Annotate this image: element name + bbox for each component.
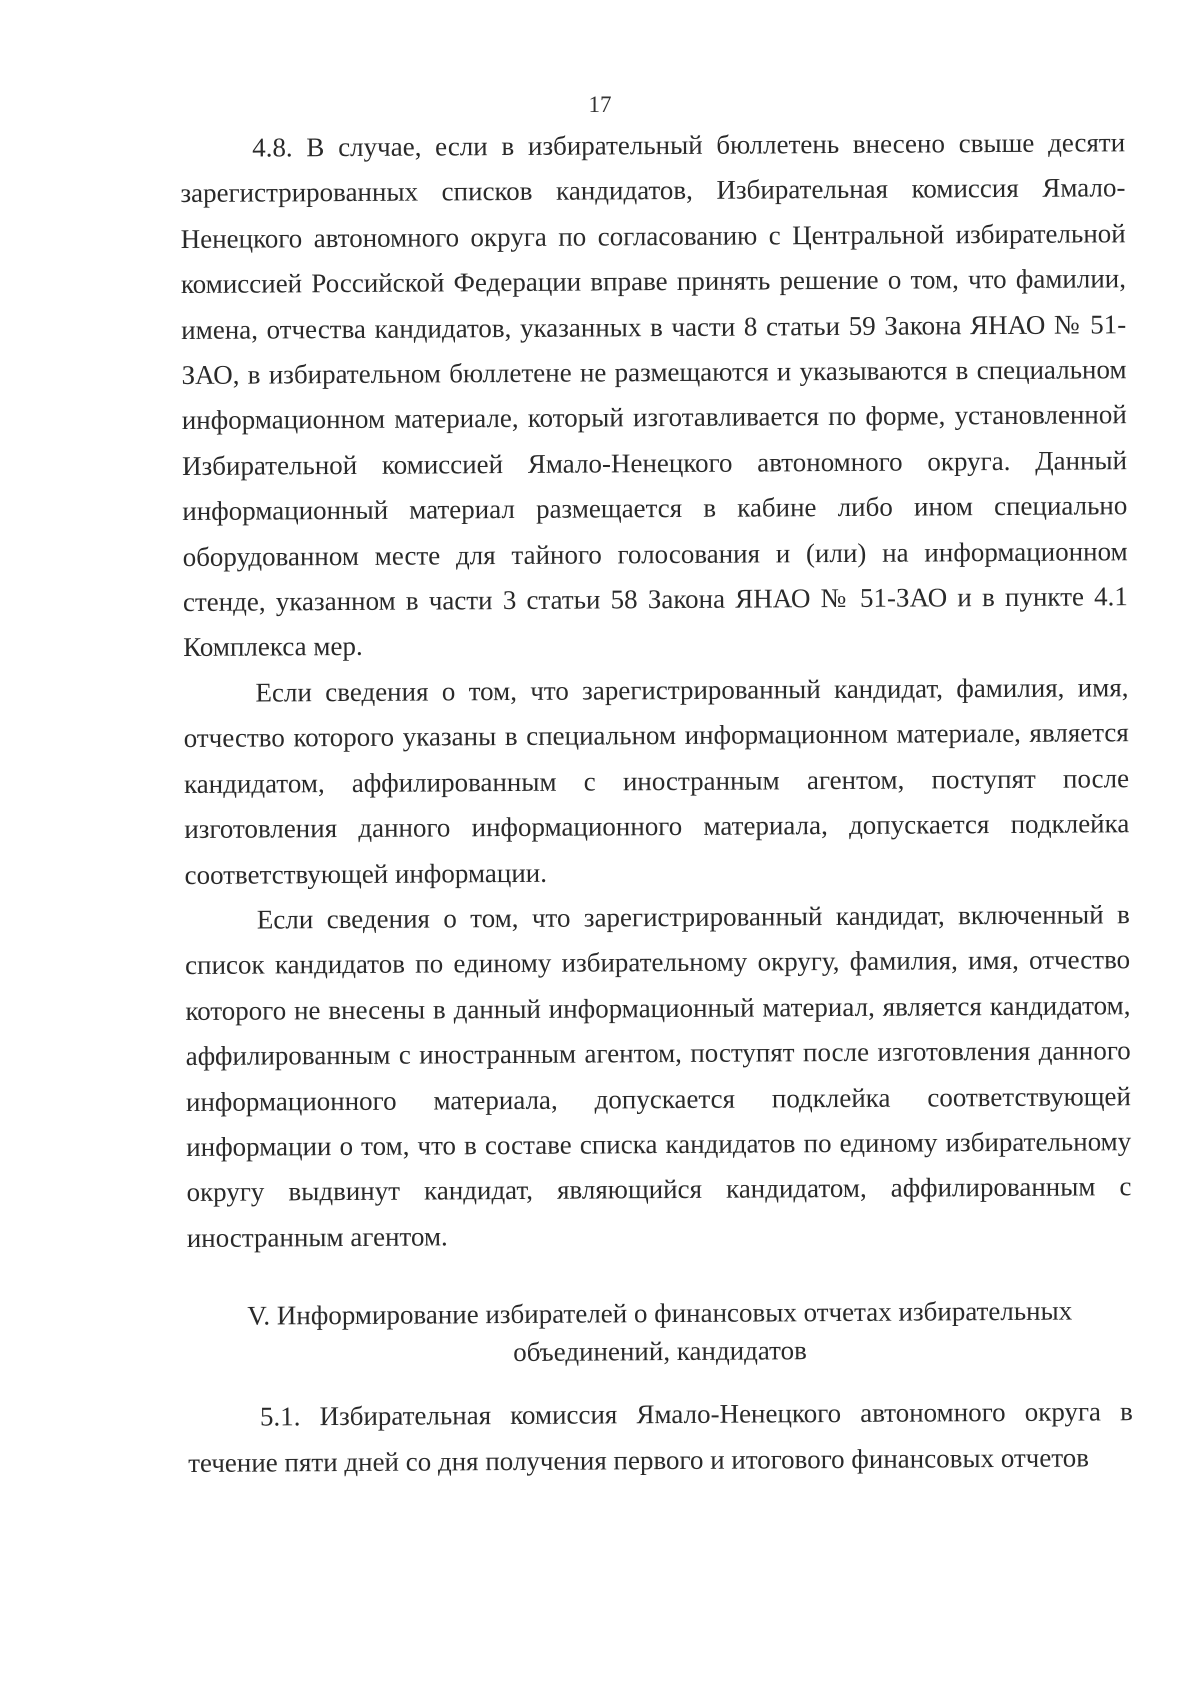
document-body (180, 120, 1133, 1486)
paragraph-4-8: 4.8. В случае, если в избирательный бюллетень внесено свыше десяти зарегистрированных списков кандидатов, Избирательная комиссия Ямало-Ненецкого автономного округа по согласованию с Центральной избирательной комиссией Российской Федерации вправе принять решение о том, что фамилии, имена, отчества кандидатов, указанных в части 8 статьи 59 Закона ЯНАО № 51-ЗАО, в избирательном бюллетене не размещаются и указываются в специальном информационном материале, который изготавливается по форме, установленной Избирательной комиссией Ямало-Ненецкого автономного округа. Данный информационный материал размещается в кабине либо ином специально оборудованном месте для тайного голосования и (или) на информационном стенде, указанном в части 3 статьи 58 Закона ЯНАО № 51-ЗАО и в пункте 4.1 Комплекса мер. (180, 127, 1128, 663)
section-heading-line-1: V. Информирование избирателей о финансовых отчетах избирательных (247, 1295, 1073, 1331)
paragraph-unified-district: Если сведения о том, что зарегистрированный кандидат, включенный в список кандидатов по единому избирательному округу, фамилия, имя, отчество которого не внесены в данный информационный материал, является кандидатом, аффилированным с иностранным агентом, поступят после изготовления данного информационного материала, допускается подклейка соответствующей информации о том, что в составе списка кандидатов по единому избирательному округу выдвинут кандидат, являющийся кандидатом, аффилированным с иностранным агентом. (185, 899, 1132, 1253)
section-heading-line-2: объединений, кандидатов (513, 1335, 807, 1368)
paragraph-affiliated-candidate: Если сведения о том, что зарегистрированный кандидат, фамилия, имя, отчество которого указаны в специальном информационном материале, является кандидатом, аффилированным с иностранным агентом, поступят после изготовления данного информационного материала, допускается подклейка соответствующей информации. (183, 672, 1130, 890)
page-number: 17 (588, 92, 612, 117)
paragraph-5-1: 5.1. Избирательная комиссия Ямало-Ненецкого автономного округа в течение пяти дней со дня получения первого и итогового финансовых отчетов (188, 1396, 1133, 1478)
section-heading (187, 1291, 1132, 1373)
